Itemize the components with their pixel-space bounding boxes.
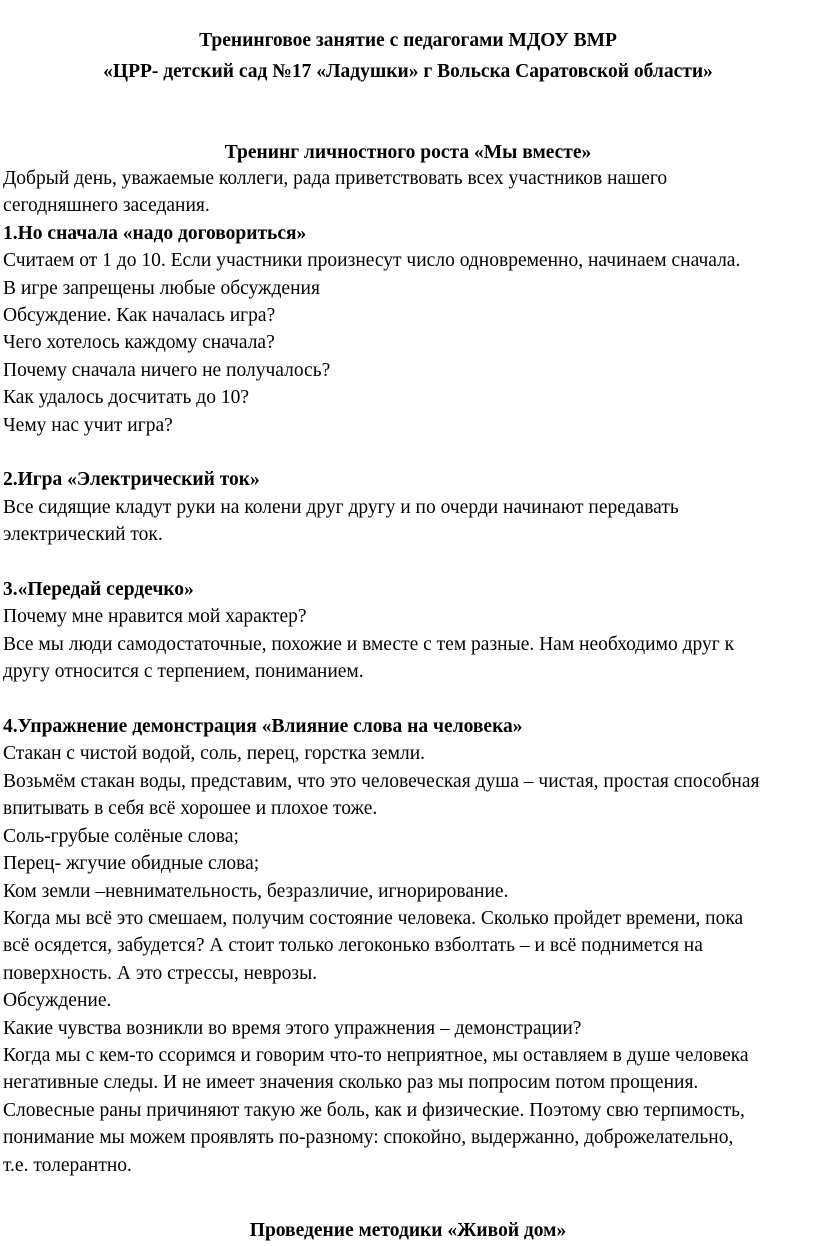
section-4-line: поверхность. А это стрессы, неврозы. (3, 962, 318, 984)
section-3-line: другу относится с терпением, пониманием. (3, 661, 364, 683)
section-4-line: Словесные раны причиняют такую же боль, как и физические. Поэтому свю терпимость, (3, 1099, 745, 1121)
section-3-line: Все мы люди самодостаточные, похожие и вместе с тем разные. Нам необходимо друг к (3, 633, 735, 655)
section-4-line: впитывать в себя всё хорошее и плохое тоже. (3, 798, 378, 820)
section-3-line: Почему мне нравится мой характер? (3, 606, 307, 628)
training-title: Тренинг личностного роста «Мы вместе» (224, 142, 592, 163)
section-4-heading: 4.Упражнение демонстрация «Влияние слова на человека» (3, 716, 523, 738)
section-4-line: Обсуждение. (3, 990, 112, 1012)
intro-line: сегодняшнего заседания. (3, 195, 210, 217)
paragraph-gap (3, 439, 813, 466)
document-body (3, 165, 813, 1179)
section-4-line: Какие чувства возникли во время этого упражнения – демонстрации? (3, 1017, 582, 1039)
section-4-line: Стакан с чистой водой, соль, перец, горстка земли. (3, 743, 426, 765)
paragraph-gap (3, 549, 813, 576)
section-1-line: В игре запрещены любые обсуждения (3, 277, 320, 299)
document-title-line-2: «ЦРР- детский сад №17 «Ладушки» г Вольска Саратовской области» (103, 61, 713, 82)
section-1-line: Почему сначала ничего не получалось? (3, 359, 331, 381)
section-1-line: Считаем от 1 до 10. Если участники произнесут число одновременно, начинаем сначала. (3, 250, 741, 272)
intro-line: Добрый день, уважаемые коллеги, рада приветствовать всех участников нашего (3, 168, 668, 189)
section-1-line: Чему нас учит игра? (3, 414, 173, 436)
section-4-line: Ком земли –невнимательность, безразличие, игнорирование. (3, 880, 509, 902)
section-4-line: негативные следы. И не имеет значения сколько раз мы попросим потом прощения. (3, 1072, 699, 1094)
document-title-line-1: Тренинговое занятие с педагогами МДОУ ВМР (199, 30, 617, 51)
paragraph-gap (3, 686, 813, 713)
section-4-line: понимание мы можем проявлять по-разному: спокойно, выдержанно, доброжелательно, (3, 1127, 734, 1149)
section-4-line: Когда мы всё это смешаем, получим состояние человека. Сколько пройдет времени, пока (3, 907, 744, 929)
section-4-line: всё осядется, забудется? А стоит только легоконько взболтать – и всё поднимется на (3, 935, 703, 957)
section-4-line: Когда мы с кем-то ссоримся и говорим что-то неприятное, мы оставляем в душе человека (3, 1044, 749, 1066)
section-2-line: электрический ток. (3, 524, 163, 546)
section-4-line: Перец- жгучие обидные слова; (3, 853, 260, 875)
section-1-heading: 1.Но сначала «надо договориться» (3, 222, 307, 244)
section-1-line: Чего хотелось каждому сначала? (3, 332, 275, 354)
section-4-line: т.е. толерантно. (3, 1154, 132, 1176)
section-1-line: Обсуждение. Как началась игра? (3, 305, 276, 327)
section-4-line: Возьмём стакан воды, представим, что это человеческая душа – чистая, простая способная (3, 770, 760, 792)
section-2-line: Все сидящие кладут руки на колени друг другу и по очерди начинают передавать (3, 496, 679, 518)
section-4-line: Соль-грубые солёные слова; (3, 825, 239, 847)
section-1-line: Как удалось досчитать до 10? (3, 387, 249, 409)
methodology-heading: Проведение методики «Живой дом» (249, 1220, 567, 1241)
section-3-heading: 3.«Передай сердечко» (3, 579, 194, 601)
section-2-heading: 2.Игра «Электрический ток» (3, 469, 260, 491)
